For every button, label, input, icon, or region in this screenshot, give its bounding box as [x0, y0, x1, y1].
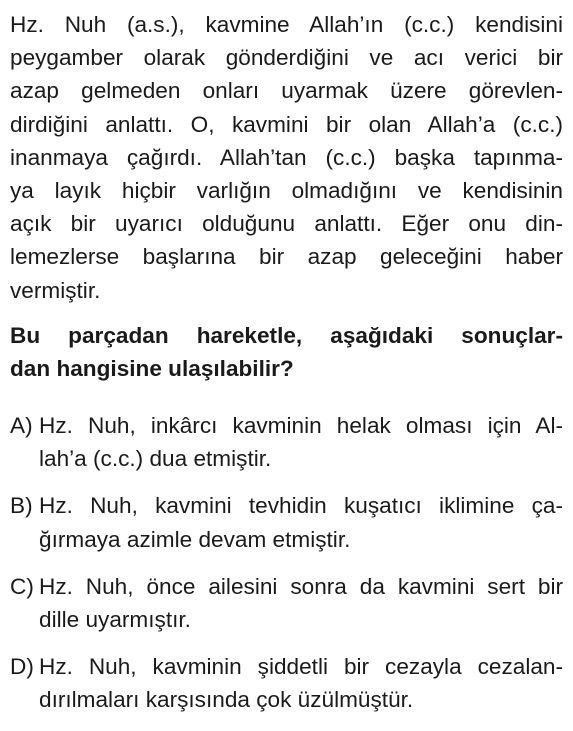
passage-line: peygamber olarak gönderdiğini ve acı verici bir [10, 45, 563, 71]
passage-line: vermiştir. [10, 277, 101, 303]
option-b[interactable] [10, 489, 563, 555]
passage-line: Hz. Nuh (a.s.), kavmine Allah’ın (c.c.) kendisini [10, 12, 563, 37]
answer-options [10, 409, 563, 717]
option-d[interactable] [10, 650, 563, 716]
passage-line: azap gelmeden onları uyarmak üzere görevlen- [10, 78, 563, 104]
option-letter: A) [10, 413, 33, 439]
option-text [39, 409, 563, 475]
option-letter: B) [10, 493, 33, 519]
option-line: lah’a (c.c.) dua etmiştir. [39, 446, 272, 472]
question-page [10, 8, 563, 731]
option-line: dırılmaları karşısında çok üzülmüştür. [39, 687, 414, 713]
passage-line: dirdiğini anlattı. O, kavmini bir olan Allah’a (c.c.) [10, 111, 563, 137]
passage-line: ya layık hiçbir varlığın olmadığını ve kendisinin [10, 177, 563, 203]
option-line: Hz. Nuh, inkârcı kavminin helak olması için Al- [39, 413, 563, 439]
option-text [39, 570, 563, 636]
option-letter: D) [10, 654, 34, 680]
question-stem [10, 319, 563, 385]
option-text [39, 650, 563, 716]
passage-line: lemezlerse başlarına bir azap geleceğini haber [10, 244, 563, 270]
passage-line: açık bir uyarıcı olduğunu anlattı. Eğer onu din- [10, 211, 563, 237]
option-text [39, 489, 563, 555]
option-line: Hz. Nuh, kavmini tevhidin kuşatıcı iklimine ça- [39, 493, 563, 519]
question-line: dan hangisine ulaşılabilir? [10, 355, 294, 381]
option-line: Hz. Nuh, önce ailesini sonra da kavmini sert bir [39, 573, 563, 599]
option-a[interactable] [10, 409, 563, 475]
passage-line: inanmaya çağırdı. Allah’tan (c.c.) başka tapınma- [10, 144, 563, 170]
option-line: ğırmaya azimle devam etmiştir. [39, 526, 351, 552]
option-line: dille uyarmıştır. [39, 607, 191, 632]
option-c[interactable] [10, 570, 563, 636]
option-line: Hz. Nuh, kavminin şiddetli bir cezayla cezalan- [39, 654, 563, 680]
question-line: Bu parçadan hareketle, aşağıdaki sonuçlar- [10, 322, 563, 348]
reading-passage [10, 8, 563, 307]
option-letter: C) [10, 573, 34, 599]
